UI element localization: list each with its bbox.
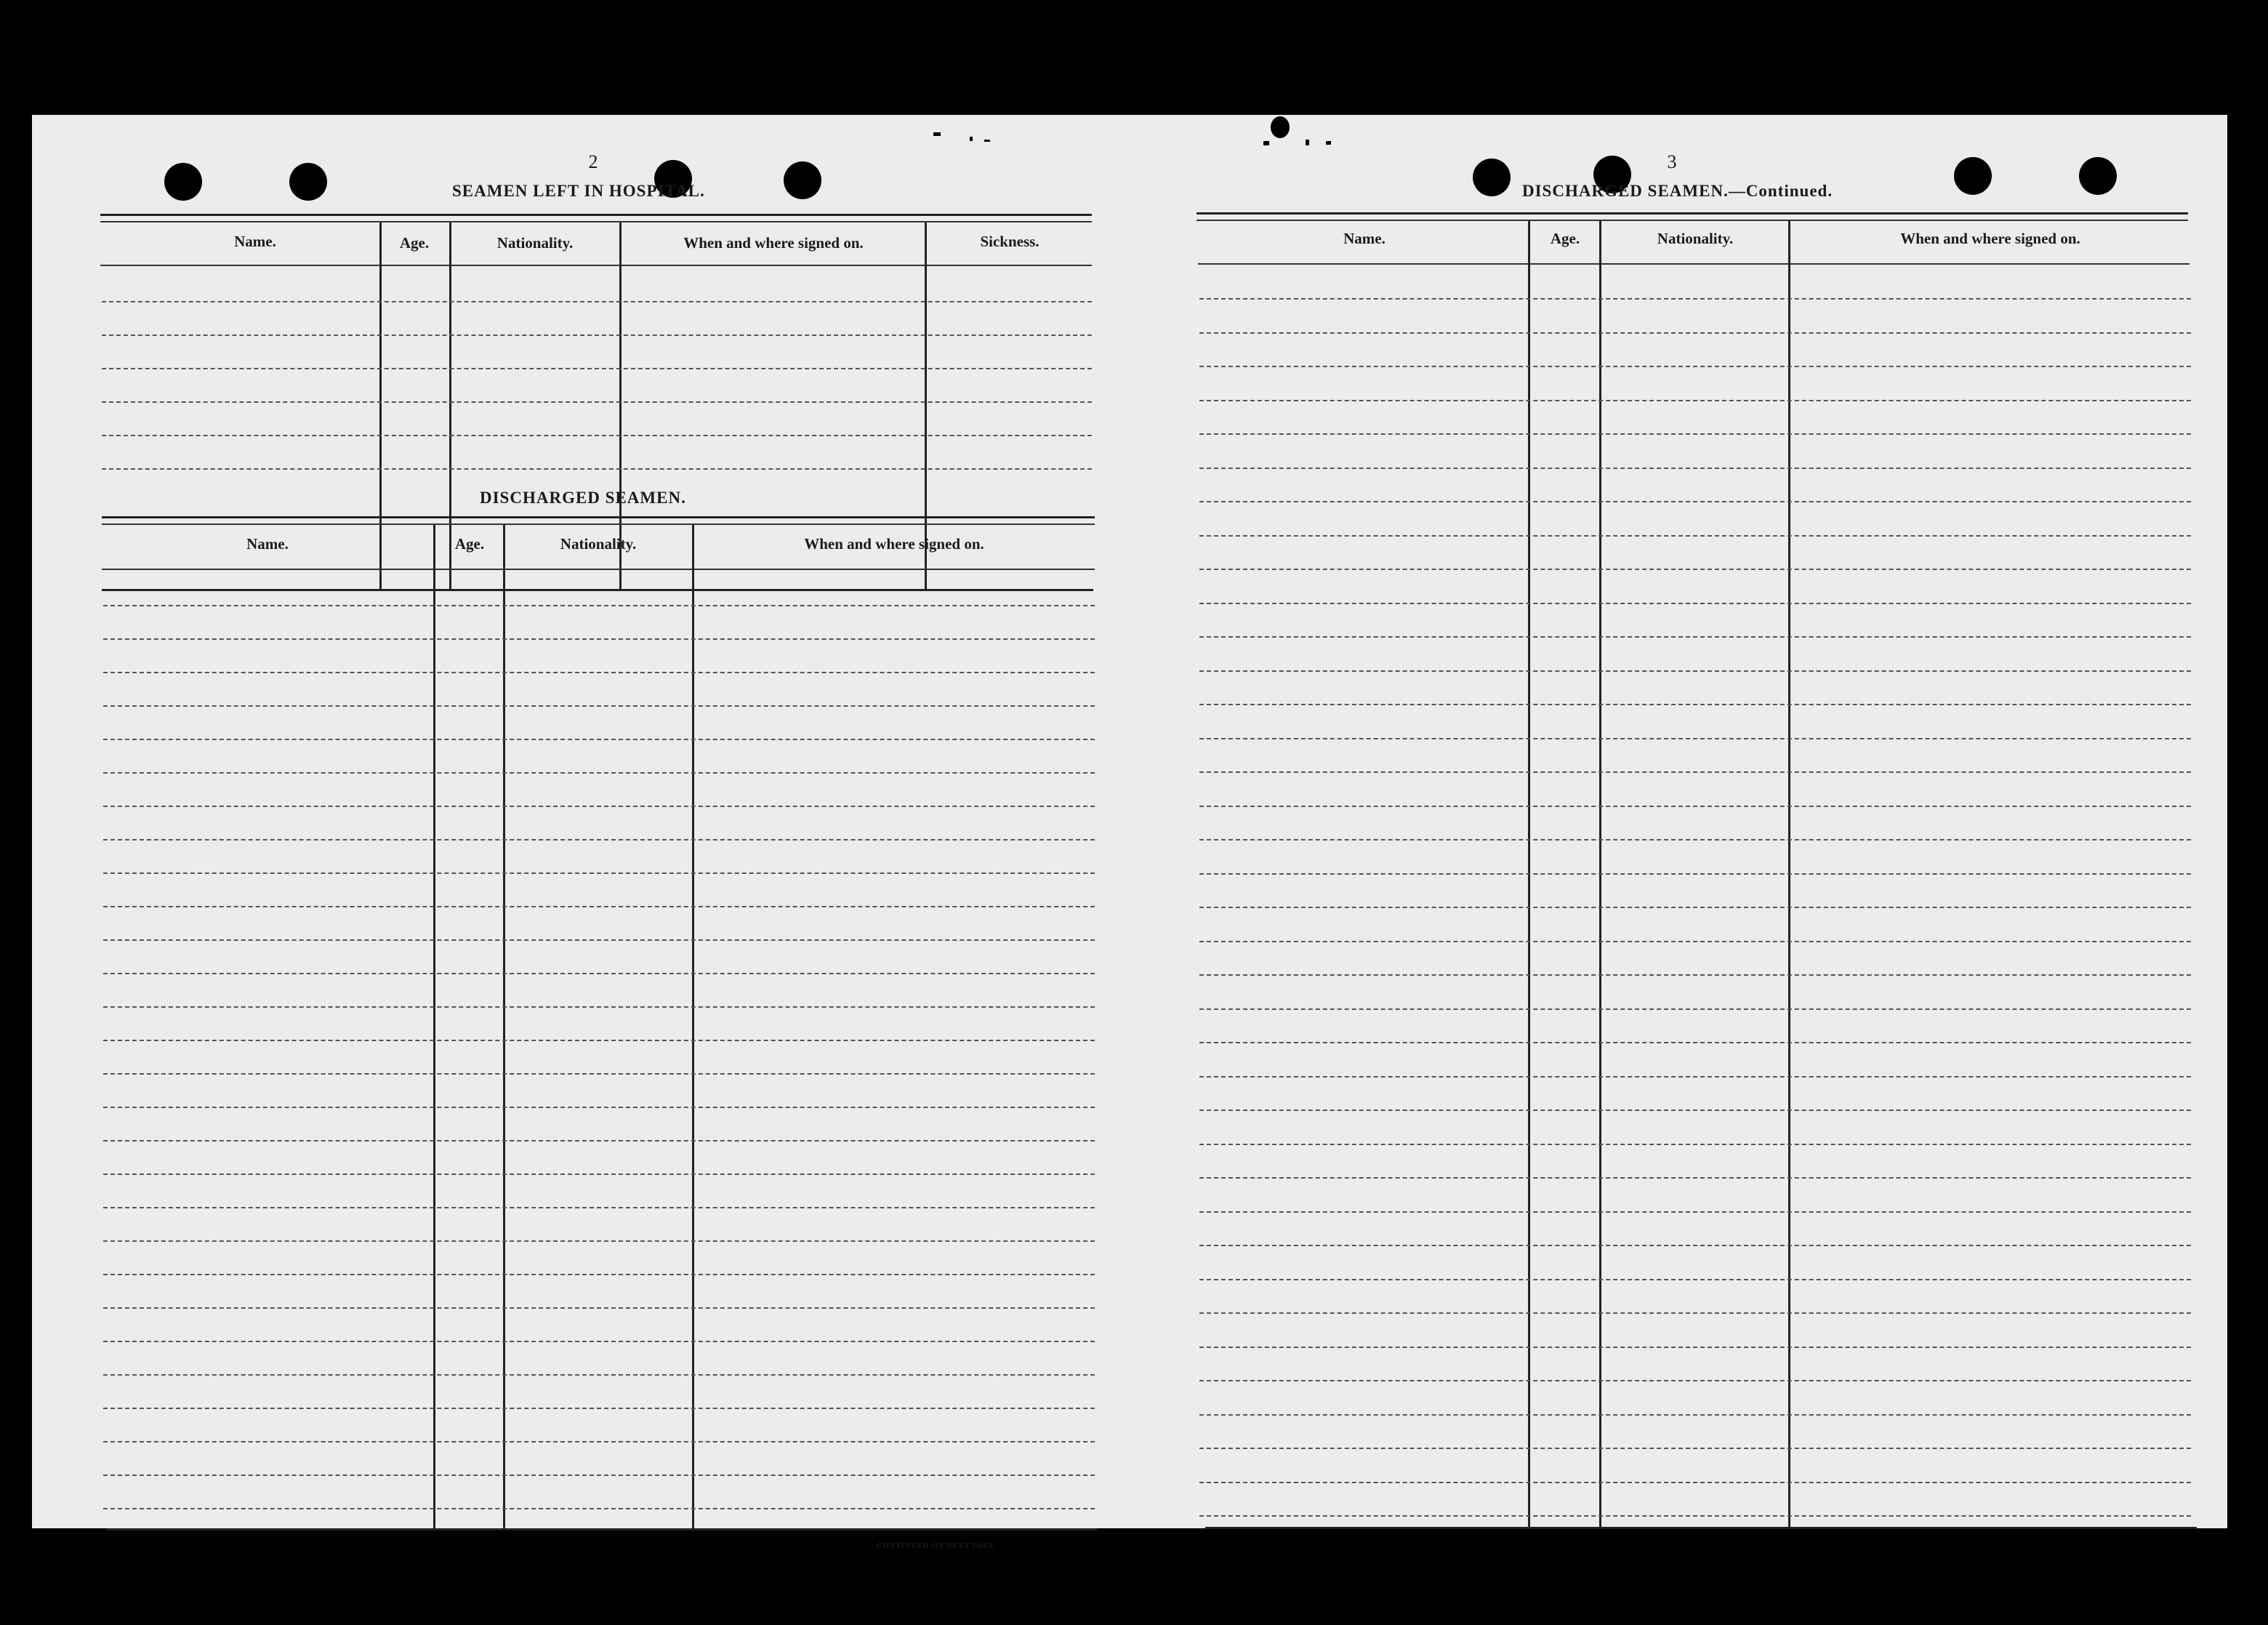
discharged-section-title: DISCHARGED SEAMEN.: [480, 489, 686, 507]
entry-line: [1199, 332, 2191, 334]
entry-line: [1199, 1515, 2191, 1517]
entry-line: [103, 705, 1095, 707]
ink-speck: [933, 132, 941, 136]
entry-line: [1199, 771, 2191, 773]
table-top-rule: [100, 221, 1092, 222]
entry-line: [103, 1040, 1095, 1041]
column-header-name: Name.: [1343, 230, 1386, 247]
table-top-rule: [1197, 212, 2188, 214]
entry-line: [1199, 1008, 2191, 1010]
column-divider: [619, 222, 622, 589]
column-header-age: Age.: [399, 234, 430, 252]
entry-line: [1199, 400, 2191, 401]
punch-hole: [784, 161, 821, 199]
entry-line: [1199, 1448, 2191, 1449]
entry-line: [103, 806, 1095, 807]
entry-line: [1199, 501, 2191, 502]
hospital-section-title: SEAMEN LEFT IN HOSPITAL.: [452, 182, 705, 200]
entry-line: [103, 1107, 1095, 1108]
entry-line: [103, 1474, 1095, 1476]
column-divider: [379, 222, 382, 589]
punch-hole: [164, 163, 202, 201]
entry-line: [1199, 806, 2191, 807]
entry-line: [103, 1207, 1095, 1208]
entry-line: [1199, 738, 2191, 739]
table-top-rule: [102, 523, 1095, 525]
discharged-continued-title: DISCHARGED SEAMEN.—Continued.: [1522, 182, 1833, 200]
entry-line: [1199, 1042, 2191, 1043]
column-header-nationality: Nationality.: [560, 535, 637, 553]
entry-line: [1199, 907, 2191, 908]
entry-line: [103, 1408, 1095, 1409]
table-top-rule: [102, 516, 1095, 518]
header-underline: [102, 569, 1095, 570]
entry-line: [103, 1140, 1095, 1141]
entry-line: [103, 839, 1095, 840]
entry-line: [103, 672, 1095, 673]
entry-line: [1199, 839, 2191, 840]
entry-line: [103, 1508, 1095, 1509]
column-divider: [503, 525, 505, 1528]
entry-line: [1199, 1312, 2191, 1314]
column-divider: [433, 525, 435, 1528]
column-header-signed-on: When and where signed on.: [804, 535, 984, 553]
column-header-name: Name.: [234, 233, 276, 250]
entry-line: [103, 739, 1095, 740]
entry-line: [1199, 704, 2191, 705]
ink-speck: [970, 137, 973, 141]
entry-line: [103, 1274, 1095, 1275]
entry-line: [1199, 1144, 2191, 1145]
entry-line: [103, 1307, 1095, 1309]
ink-speck: [1306, 140, 1309, 145]
entry-line: [1199, 636, 2191, 638]
column-header-nationality: Nationality.: [496, 234, 574, 252]
entry-line: [102, 468, 1092, 470]
entry-line: [102, 301, 1092, 302]
entry-line: [103, 1374, 1095, 1376]
page-number: 2: [588, 151, 598, 172]
ink-speck: [984, 140, 990, 142]
column-header-name: Name.: [246, 535, 289, 553]
column-divider: [692, 525, 694, 1528]
column-header-nationality: Nationality.: [1657, 230, 1734, 247]
entry-line: [1199, 569, 2191, 570]
entry-line: [1199, 1076, 2191, 1078]
entry-line: [1199, 1414, 2191, 1416]
header-underline: [1198, 263, 2189, 265]
entry-line: [102, 334, 1092, 336]
punch-hole: [1473, 159, 1511, 196]
punch-hole: [1954, 157, 1992, 195]
column-header-signed-on: When and where signed on.: [683, 234, 864, 252]
ledger-sheet: [32, 115, 2227, 1550]
table-bottom-rule: [1205, 1527, 2197, 1529]
entry-line: [1199, 1211, 2191, 1213]
punch-hole: [2079, 157, 2117, 195]
entry-line: [1199, 1279, 2191, 1280]
entry-line: [103, 1006, 1095, 1008]
entry-line: [1199, 433, 2191, 435]
punch-hole: [289, 163, 327, 201]
entry-line: [103, 772, 1095, 774]
table-bottom-rule: [106, 1528, 1098, 1530]
entry-line: [1199, 1347, 2191, 1348]
entry-line: [103, 1240, 1095, 1242]
entry-line: [1199, 298, 2191, 300]
entry-line: [1199, 873, 2191, 875]
entry-line: [102, 368, 1092, 369]
entry-line: [1199, 1380, 2191, 1381]
entry-line: [1199, 670, 2191, 672]
entry-line: [1199, 1482, 2191, 1483]
entry-line: [103, 1173, 1095, 1175]
column-divider: [925, 222, 927, 589]
column-header-signed-on: When and where signed on.: [1900, 230, 2080, 247]
continued-note: CONTINUED ON NEXT PAGE.: [877, 1541, 998, 1550]
entry-line: [103, 872, 1095, 874]
ink-speck: [1326, 141, 1331, 145]
entry-line: [102, 435, 1092, 436]
entry-line: [1199, 535, 2191, 537]
entry-line: [1199, 468, 2191, 469]
table-top-rule: [100, 214, 1092, 216]
entry-line: [103, 973, 1095, 974]
entry-line: [1199, 366, 2191, 367]
column-header-sickness: Sickness.: [980, 233, 1040, 250]
entry-line: [103, 1341, 1095, 1342]
entry-line: [1199, 603, 2191, 604]
entry-line: [103, 638, 1095, 640]
table-top-rule: [1197, 220, 2188, 221]
entry-line: [1199, 974, 2191, 976]
entry-line: [103, 1073, 1095, 1075]
column-divider: [449, 222, 451, 589]
entry-line: [103, 605, 1095, 606]
header-underline: [100, 265, 1092, 266]
entry-line: [102, 401, 1092, 403]
column-header-age: Age.: [1550, 230, 1580, 247]
entry-line: [103, 939, 1095, 941]
entry-line: [103, 1441, 1095, 1443]
column-header-age: Age.: [454, 535, 485, 553]
entry-line: [103, 906, 1095, 907]
ink-speck: [1263, 141, 1269, 145]
table-bottom-rule: [102, 589, 1093, 591]
entry-line: [1199, 941, 2191, 942]
page-number: 3: [1667, 151, 1677, 172]
entry-line: [1199, 1245, 2191, 1246]
entry-line: [1199, 1177, 2191, 1179]
ink-speck: [1271, 116, 1290, 138]
entry-line: [1199, 1110, 2191, 1111]
